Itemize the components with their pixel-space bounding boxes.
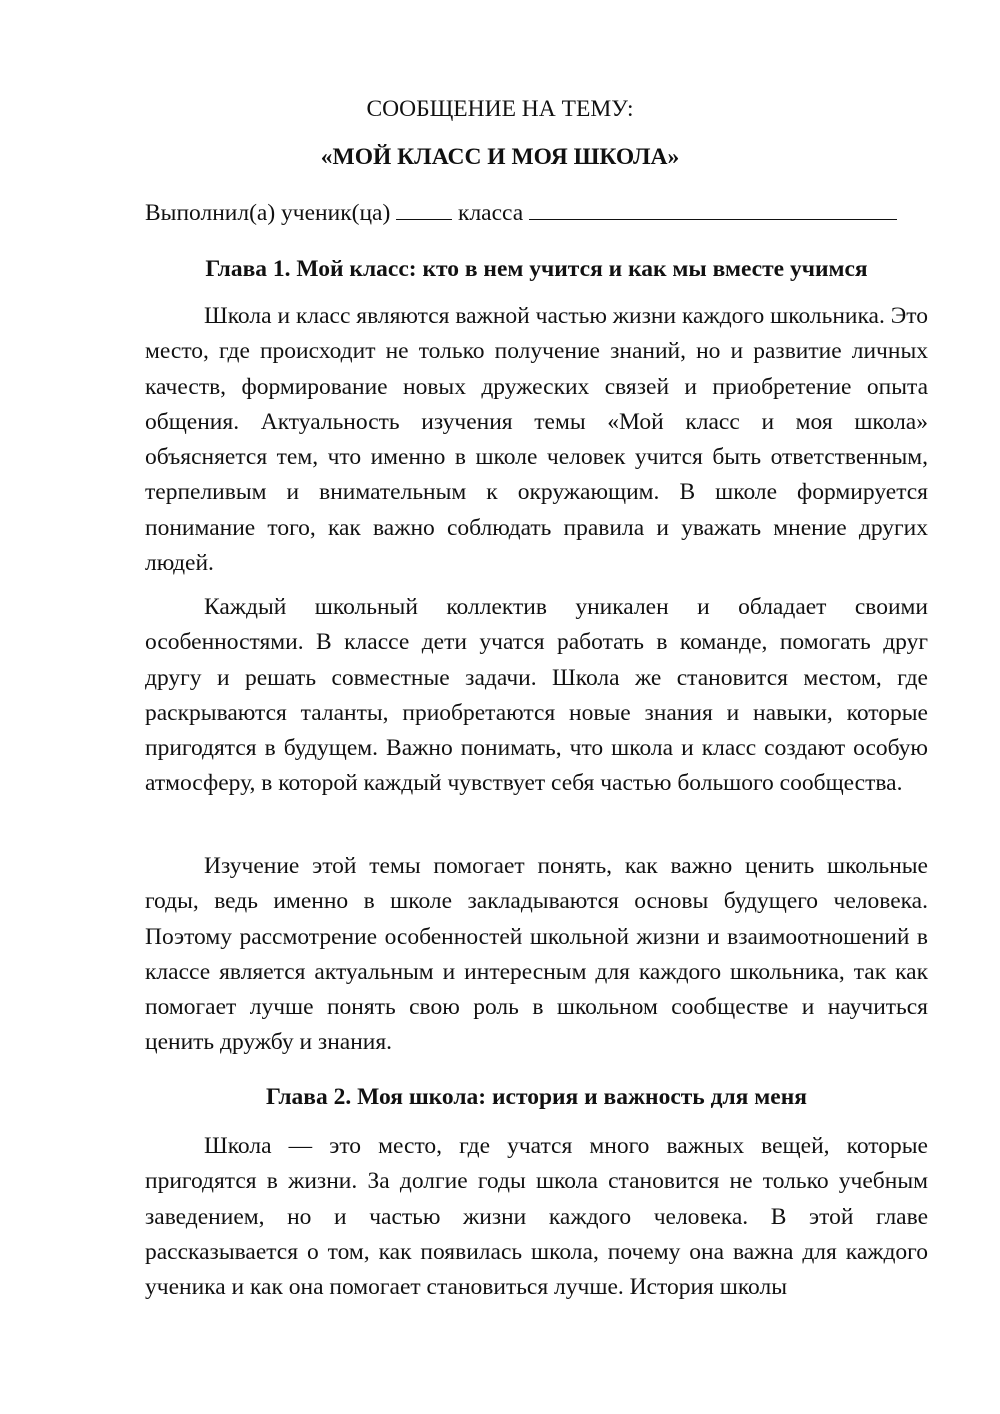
chapter1-paragraph: Изучение этой темы помогает понять, как важно ценить школьные годы, ведь именно в школе закладываются основы будущего человека. Поэтому рассмотрение особенностей школьной жизни и взаимоотношений в классе является актуальным и интересным для каждого школьника, так как помогает лучше понять свою роль в школьном сообществе и научиться ценить дружбу и знания.	[145, 853, 928, 1056]
author-middle: класса	[458, 200, 524, 226]
chapter1-paragraph: Школа и класс являются важной частью жизни каждого школьника. Это место, где происходит не только получение знаний, но и развитие личных качеств, формирование новых дружеских связей и приобретение опыта общения. Актуальность изучения темы «Мой класс и моя школа» объясняется тем, что именно в школе человек учится быть ответственным, терпеливым и внимательным к окружающим. В школе формируется понимание того, как важно соблюдать правила и уважать мнение других людей.	[145, 303, 928, 577]
grade-blank	[396, 197, 452, 220]
author-line	[145, 196, 945, 231]
author-prefix: Выполнил(а) ученик(ца)	[145, 200, 391, 226]
chapter2-paragraph: Школа — это место, где учатся много важных вещей, которые пригодятся в жизни. За долгие годы школа становится не только учебным заведением, но и частью жизни каждого человека. В этой главе рассказывается о том, как появилась школа, почему она важна для каждого ученика и как она помогает становиться лучше. История школы	[145, 1133, 928, 1301]
name-blank	[529, 197, 897, 220]
document-title-line2: «МОЙ КЛАСС И МОЯ ШКОЛА»	[320, 144, 680, 170]
chapter1-heading: Глава 1. Мой класс: кто в нем учится и как мы вместе учимся	[205, 256, 868, 282]
chapter1-paragraph: Каждый школьный коллектив уникален и обладает своими особенностями. В классе дети учатся работать в команде, помогать друг другу и решать совместные задачи. Школа же становится местом, где раскрываются таланты, приобретаются новые знания и навыки, которые пригодятся в будущем. Важно понимать, что школа и класс создают особую атмосферу, в которой каждый чувствует себя частью большого сообщества.	[145, 594, 928, 797]
document-title-line1: СООБЩЕНИЕ НА ТЕМУ:	[366, 96, 634, 122]
chapter2-heading: Глава 2. Моя школа: история и важность для меня	[266, 1084, 807, 1110]
